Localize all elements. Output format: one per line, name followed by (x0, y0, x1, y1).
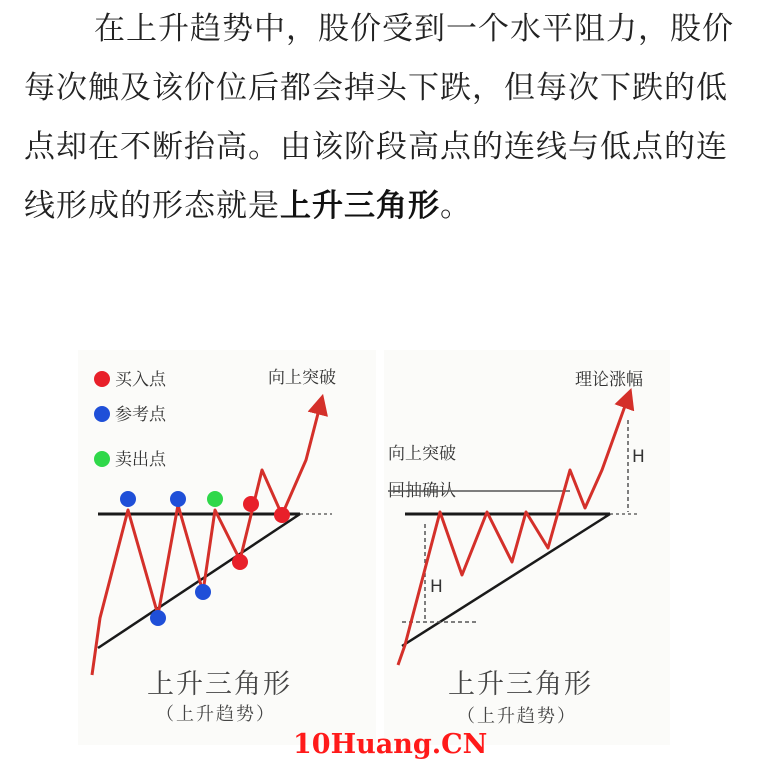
left-reference-point-high-2 (170, 491, 186, 507)
right-height-label-pattern: H (430, 577, 443, 597)
left-buy-point-low (232, 554, 248, 570)
right-pullback-label: 回抽确认 (388, 481, 456, 501)
left-reference-point-low-1 (150, 610, 166, 626)
left-breakout-label: 向上突破 (268, 368, 336, 388)
legend-buy-dot (94, 371, 110, 387)
legend-buy-label: 买入点 (115, 370, 166, 390)
left-sell-point (207, 491, 223, 507)
left-buy-point-high (243, 496, 259, 512)
right-height-label-target: H (632, 447, 645, 467)
watermark-text: 10Huang.CN (293, 729, 488, 760)
legend-reference-label: 参考点 (115, 405, 166, 425)
right-breakout-label: 向上突破 (388, 444, 456, 464)
article-end-punct: 。 (440, 188, 472, 224)
left-caption-sub: （上升趋势） (156, 704, 276, 725)
left-reference-point-low-2 (195, 584, 211, 600)
article-body-text: 在上升趋势中，股价受到一个水平阻力，股价每次触及该价位后都会掉头下跌，但每次下跌的低点却在不断抬高。由该阶段高点的连线与低点的连线形成的形态就是 (24, 11, 734, 224)
legend-sell-label: 卖出点 (115, 450, 166, 470)
left-buy-point-breakout (274, 507, 290, 523)
article-emphasis: 上升三角形 (280, 188, 440, 224)
right-caption-main: 上升三角形 (448, 669, 593, 700)
left-reference-point-high-1 (120, 491, 136, 507)
legend-reference-dot (94, 406, 110, 422)
legend-sell-dot (94, 451, 110, 467)
left-caption-main: 上升三角形 (147, 669, 292, 700)
right-caption-sub: （上升趋势） (457, 706, 577, 727)
right-target-label: 理论涨幅 (575, 370, 643, 390)
